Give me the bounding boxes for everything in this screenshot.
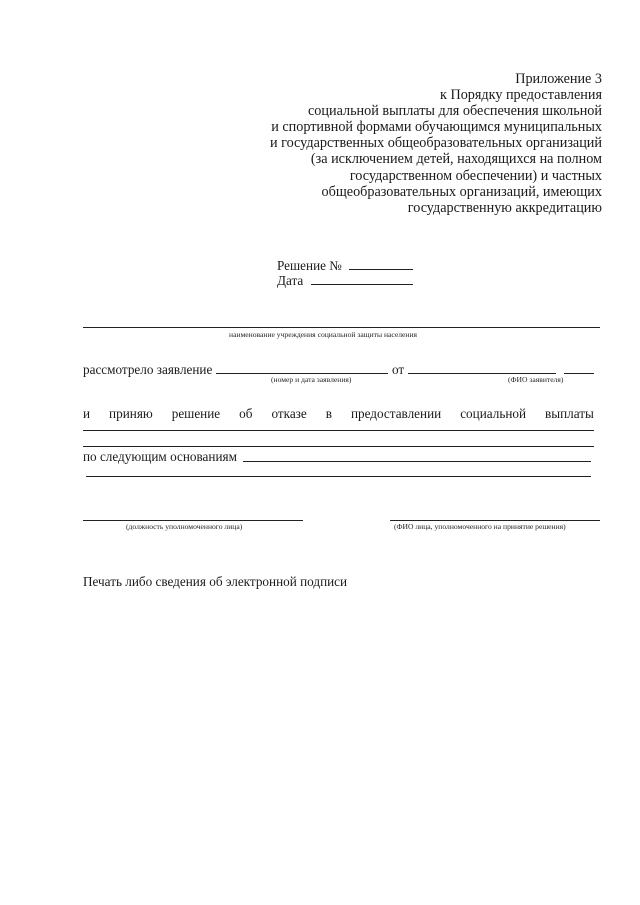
- applicant-field-extension: [564, 373, 594, 374]
- applicant-caption: (ФИО заявителя): [508, 375, 564, 384]
- decision-number-field[interactable]: [349, 258, 413, 270]
- application-from-label: от: [392, 362, 405, 377]
- applicant-field[interactable]: [408, 373, 556, 374]
- header-line: государственную аккредитацию: [407, 199, 602, 216]
- header-line: (за исключением детей, находящихся на полном: [310, 151, 602, 168]
- institution-field[interactable]: [83, 327, 600, 328]
- refusal-word: социальной: [460, 406, 527, 421]
- refusal-word: выплаты: [545, 406, 594, 421]
- decision-date-field[interactable]: [311, 273, 413, 285]
- refusal-word: в: [325, 406, 332, 421]
- authorized-name-field[interactable]: [390, 520, 600, 521]
- position-field[interactable]: [83, 520, 303, 521]
- application-field[interactable]: [216, 373, 388, 374]
- header-line: к Порядку предоставления: [440, 87, 602, 104]
- authorized-name-caption: (ФИО лица, уполномоченного на принятие решения): [394, 522, 566, 531]
- header-line: и государственных общеобразовательных организаций: [269, 135, 602, 152]
- decision-date-label: Дата: [277, 273, 304, 288]
- refusal-word: предоставлении: [350, 406, 442, 421]
- refusal-word: решение: [171, 406, 221, 421]
- refusal-word: и: [83, 406, 91, 421]
- decision-number-row: [277, 258, 413, 273]
- grounds-line-2[interactable]: [86, 476, 591, 477]
- header-line: и спортивной формами обучающимся муниципальных: [271, 119, 602, 136]
- application-label: рассмотрело заявление: [83, 362, 213, 377]
- grounds-field[interactable]: [243, 461, 591, 462]
- refusal-word: отказе: [271, 406, 307, 421]
- seal-text: Печать либо сведения об электронной подписи: [83, 574, 348, 589]
- header-line: государственном обеспечении) и частных: [349, 167, 602, 184]
- header-line: общеобразовательных организаций, имеющих: [321, 183, 602, 200]
- position-caption: (должность уполномоченного лица): [126, 522, 243, 531]
- header-line: социальной выплаты для обеспечения школьной: [308, 103, 602, 120]
- refusal-sentence: [83, 406, 594, 421]
- decision-date-row: [277, 273, 413, 288]
- refusal-line-2[interactable]: [83, 446, 594, 447]
- refusal-word: приняю: [109, 406, 153, 421]
- refusal-line-1[interactable]: [83, 430, 594, 431]
- application-caption: (номер и дата заявления): [271, 375, 352, 384]
- grounds-label: по следующим основаниям: [83, 449, 237, 464]
- header-line: Приложение 3: [515, 71, 602, 87]
- refusal-word: об: [239, 406, 253, 421]
- document-header: [182, 71, 602, 216]
- decision-number-label: Решение №: [277, 258, 342, 273]
- institution-caption: наименование учреждения социальной защиты населения: [229, 330, 418, 339]
